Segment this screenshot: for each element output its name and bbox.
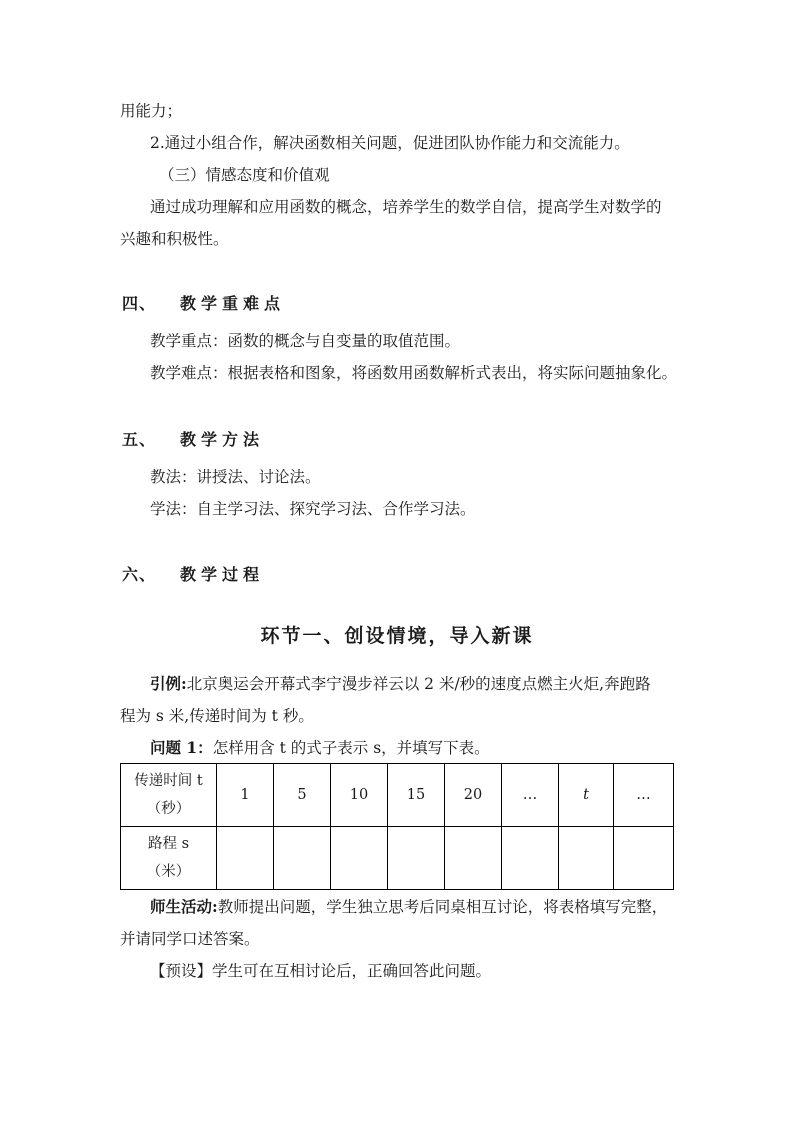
heading-text: 教学方法 (180, 430, 265, 449)
heading-section-6 (122, 563, 264, 587)
table-cell: … (502, 764, 559, 827)
table-cell (502, 827, 559, 890)
heading-number: 六、 (122, 565, 157, 584)
table-row-header (121, 827, 217, 890)
table-cell: 15 (388, 764, 445, 827)
header-line: 路程 s (147, 836, 190, 852)
paragraph-line: 用能力； (120, 102, 183, 120)
table-cell (559, 827, 614, 890)
intro-label: 引例: (150, 674, 187, 693)
learning-method: 学法：自主学习法、探究学习法、合作学习法。 (150, 500, 476, 518)
header-line: （秒） (146, 801, 191, 817)
intro-text-cont: 程为 s 米,传递时间为 t 秒。 (120, 707, 314, 725)
table-cell: 20 (445, 764, 502, 827)
table-cell (274, 827, 331, 890)
intro-text: 北京奥运会开幕式李宁漫步祥云以 2 米/秒的速度点燃主火炬,奔跑路 (186, 675, 651, 693)
heading-number: 四、 (122, 294, 157, 313)
table-cell (388, 827, 445, 890)
table-cell (217, 827, 274, 890)
question-1 (150, 736, 710, 760)
heading-section-4 (122, 292, 285, 316)
header-line: 传递时间 t (134, 773, 203, 789)
activity-text-cont: 并请同学口述答案。 (120, 930, 260, 948)
table-row-header (121, 764, 217, 827)
table-cell: 5 (274, 764, 331, 827)
table-cell: 1 (217, 764, 274, 827)
table-cell: 10 (331, 764, 388, 827)
teaching-method: 教法：讲授法、讨论法。 (150, 468, 321, 486)
table-cell: … (614, 764, 674, 827)
heading-section-5 (122, 428, 264, 452)
activity-text: 教师提出问题，学生独立思考后同桌相互讨论，将表格填写完整， (217, 898, 668, 916)
table-row (121, 827, 674, 890)
header-line: （米） (146, 864, 191, 880)
question-label: 问题 1： (150, 738, 213, 757)
table-cell (331, 827, 388, 890)
table-cell (445, 827, 502, 890)
paragraph-line: 通过成功理解和应用函数的概念，培养学生的数学自信，提高学生对数学的 (150, 198, 662, 216)
activity-label: 师生活动: (150, 897, 218, 916)
subheading-affect: （三）情感态度和价值观 (159, 166, 330, 184)
question-text: 怎样用含 t 的式子表示 s，并填写下表。 (212, 739, 490, 757)
preset-note: 【预设】学生可在互相讨论后，正确回答此问题。 (150, 962, 492, 980)
paragraph-line: 兴趣和积极性。 (120, 230, 229, 248)
teaching-difficulty: 教学难点：根据表格和图象，将函数用函数解析式表出，将实际问题抽象化。 (150, 364, 678, 382)
table-cell: t (559, 764, 614, 827)
heading-text: 教学过程 (180, 565, 265, 584)
table-cell (614, 827, 674, 890)
table-row (121, 764, 674, 827)
stage-one-title: 环节一、创设情境，导入新课 (260, 625, 534, 647)
paragraph-line: 2.通过小组合作，解决函数相关问题，促进团队协作能力和交流能力。 (150, 134, 630, 152)
heading-text: 教学重难点 (180, 294, 286, 313)
teacher-student-activity (150, 895, 710, 919)
heading-number: 五、 (122, 430, 157, 449)
time-distance-table (120, 763, 674, 890)
teaching-key-point: 教学重点：函数的概念与自变量的取值范围。 (150, 332, 461, 350)
intro-example (150, 672, 710, 696)
